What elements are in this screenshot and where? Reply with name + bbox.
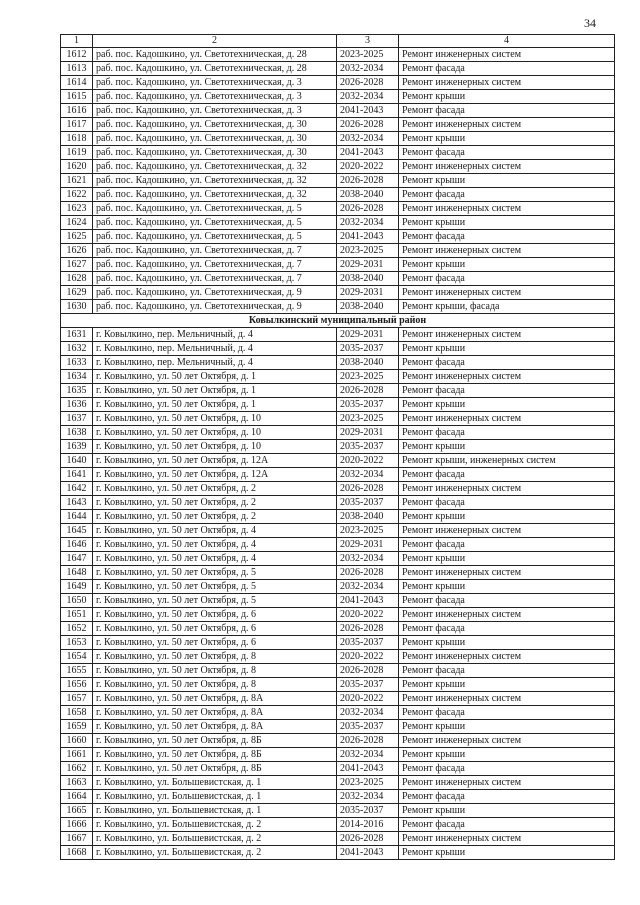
row-work-type: Ремонт фасада bbox=[399, 230, 615, 244]
row-period: 2023-2025 bbox=[337, 244, 399, 258]
row-number: 1617 bbox=[61, 118, 93, 132]
row-number: 1664 bbox=[61, 790, 93, 804]
row-number: 1636 bbox=[61, 398, 93, 412]
row-work-type: Ремонт фасада bbox=[399, 146, 615, 160]
row-period: 2032-2034 bbox=[337, 748, 399, 762]
row-address: г. Ковылкино, ул. 50 лет Октября, д. 8Б bbox=[93, 734, 337, 748]
table-row bbox=[61, 496, 615, 510]
table-row bbox=[61, 580, 615, 594]
row-work-type: Ремонт инженерных систем bbox=[399, 692, 615, 706]
table-row bbox=[61, 776, 615, 790]
row-number: 1627 bbox=[61, 258, 93, 272]
table-row bbox=[61, 678, 615, 692]
row-work-type: Ремонт крыши bbox=[399, 510, 615, 524]
table-row bbox=[61, 300, 615, 314]
row-address: раб. пос. Кадошкино, ул. Светотехническая, д. 32 bbox=[93, 174, 337, 188]
row-period: 2041-2043 bbox=[337, 230, 399, 244]
row-address: г. Ковылкино, ул. 50 лет Октября, д. 10 bbox=[93, 440, 337, 454]
row-period: 2023-2025 bbox=[337, 48, 399, 62]
row-address: г. Ковылкино, ул. 50 лет Октября, д. 1 bbox=[93, 370, 337, 384]
row-period: 2035-2037 bbox=[337, 496, 399, 510]
row-work-type: Ремонт крыши bbox=[399, 90, 615, 104]
table-row bbox=[61, 62, 615, 76]
table-row bbox=[61, 440, 615, 454]
row-address: г. Ковылкино, ул. 50 лет Октября, д. 2 bbox=[93, 482, 337, 496]
row-period: 2032-2034 bbox=[337, 62, 399, 76]
table-row bbox=[61, 622, 615, 636]
row-address: г. Ковылкино, ул. Большевистская, д. 1 bbox=[93, 790, 337, 804]
table-section bbox=[61, 314, 615, 328]
row-address: г. Ковылкино, ул. 50 лет Октября, д. 6 bbox=[93, 636, 337, 650]
row-work-type: Ремонт фасада bbox=[399, 468, 615, 482]
row-period: 2026-2028 bbox=[337, 202, 399, 216]
row-number: 1641 bbox=[61, 468, 93, 482]
row-work-type: Ремонт инженерных систем bbox=[399, 524, 615, 538]
row-work-type: Ремонт крыши bbox=[399, 342, 615, 356]
row-address: г. Ковылкино, ул. 50 лет Октября, д. 8Б bbox=[93, 762, 337, 776]
row-number: 1651 bbox=[61, 608, 93, 622]
row-number: 1665 bbox=[61, 804, 93, 818]
table-row bbox=[61, 566, 615, 580]
row-address: г. Ковылкино, ул. 50 лет Октября, д. 1 bbox=[93, 398, 337, 412]
table-row bbox=[61, 146, 615, 160]
row-number: 1621 bbox=[61, 174, 93, 188]
row-number: 1632 bbox=[61, 342, 93, 356]
table-row bbox=[61, 594, 615, 608]
row-period: 2023-2025 bbox=[337, 776, 399, 790]
row-work-type: Ремонт инженерных систем bbox=[399, 734, 615, 748]
row-work-type: Ремонт инженерных систем bbox=[399, 76, 615, 90]
table-row bbox=[61, 524, 615, 538]
table-row bbox=[61, 454, 615, 468]
row-address: г. Ковылкино, ул. 50 лет Октября, д. 12А bbox=[93, 454, 337, 468]
row-address: г. Ковылкино, ул. 50 лет Октября, д. 4 bbox=[93, 524, 337, 538]
row-address: раб. пос. Кадошкино, ул. Светотехническая, д. 7 bbox=[93, 272, 337, 286]
row-address: г. Ковылкино, ул. 50 лет Октября, д. 5 bbox=[93, 580, 337, 594]
table-row bbox=[61, 216, 615, 230]
row-number: 1615 bbox=[61, 90, 93, 104]
table-row bbox=[61, 188, 615, 202]
row-address: г. Ковылкино, пер. Мельничный, д. 4 bbox=[93, 328, 337, 342]
row-number: 1666 bbox=[61, 818, 93, 832]
table-row bbox=[61, 286, 615, 300]
table-row bbox=[61, 538, 615, 552]
row-work-type: Ремонт инженерных систем bbox=[399, 202, 615, 216]
row-number: 1662 bbox=[61, 762, 93, 776]
row-period: 2026-2028 bbox=[337, 482, 399, 496]
header-col-2: 2 bbox=[93, 35, 337, 48]
row-number: 1643 bbox=[61, 496, 93, 510]
table-row bbox=[61, 804, 615, 818]
row-address: г. Ковылкино, ул. 50 лет Октября, д. 8А bbox=[93, 706, 337, 720]
table-row bbox=[61, 706, 615, 720]
row-number: 1660 bbox=[61, 734, 93, 748]
row-address: раб. пос. Кадошкино, ул. Светотехническая, д. 7 bbox=[93, 244, 337, 258]
table-row bbox=[61, 272, 615, 286]
row-number: 1654 bbox=[61, 650, 93, 664]
row-period: 2035-2037 bbox=[337, 720, 399, 734]
row-number: 1614 bbox=[61, 76, 93, 90]
row-address: раб. пос. Кадошкино, ул. Светотехническая, д. 28 bbox=[93, 62, 337, 76]
row-number: 1616 bbox=[61, 104, 93, 118]
row-period: 2026-2028 bbox=[337, 734, 399, 748]
table-row bbox=[61, 174, 615, 188]
row-work-type: Ремонт фасада bbox=[399, 62, 615, 76]
row-number: 1650 bbox=[61, 594, 93, 608]
row-number: 1634 bbox=[61, 370, 93, 384]
row-number: 1658 bbox=[61, 706, 93, 720]
row-period: 2035-2037 bbox=[337, 678, 399, 692]
row-number: 1623 bbox=[61, 202, 93, 216]
row-work-type: Ремонт фасада bbox=[399, 706, 615, 720]
row-address: раб. пос. Кадошкино, ул. Светотехническая, д. 9 bbox=[93, 286, 337, 300]
row-address: раб. пос. Кадошкино, ул. Светотехническая, д. 3 bbox=[93, 76, 337, 90]
row-address: г. Ковылкино, ул. 50 лет Октября, д. 4 bbox=[93, 552, 337, 566]
row-period: 2020-2022 bbox=[337, 608, 399, 622]
row-number: 1622 bbox=[61, 188, 93, 202]
table-row bbox=[61, 734, 615, 748]
row-period: 2026-2028 bbox=[337, 118, 399, 132]
row-address: раб. пос. Кадошкино, ул. Светотехническая, д. 5 bbox=[93, 230, 337, 244]
row-number: 1659 bbox=[61, 720, 93, 734]
table-row bbox=[61, 608, 615, 622]
table-row bbox=[61, 230, 615, 244]
row-period: 2029-2031 bbox=[337, 328, 399, 342]
header-col-4: 4 bbox=[399, 35, 615, 48]
row-address: раб. пос. Кадошкино, ул. Светотехническая, д. 32 bbox=[93, 188, 337, 202]
row-work-type: Ремонт крыши bbox=[399, 804, 615, 818]
row-work-type: Ремонт фасада bbox=[399, 538, 615, 552]
row-period: 2020-2022 bbox=[337, 454, 399, 468]
row-address: г. Ковылкино, ул. 50 лет Октября, д. 8 bbox=[93, 650, 337, 664]
row-number: 1656 bbox=[61, 678, 93, 692]
row-period: 2020-2022 bbox=[337, 160, 399, 174]
row-work-type: Ремонт крыши bbox=[399, 636, 615, 650]
row-period: 2026-2028 bbox=[337, 664, 399, 678]
row-work-type: Ремонт фасада bbox=[399, 384, 615, 398]
row-period: 2032-2034 bbox=[337, 552, 399, 566]
row-period: 2032-2034 bbox=[337, 468, 399, 482]
row-number: 1649 bbox=[61, 580, 93, 594]
row-number: 1639 bbox=[61, 440, 93, 454]
row-work-type: Ремонт фасада bbox=[399, 496, 615, 510]
row-work-type: Ремонт фасада bbox=[399, 356, 615, 370]
row-address: г. Ковылкино, ул. 50 лет Октября, д. 6 bbox=[93, 608, 337, 622]
row-address: г. Ковылкино, ул. 50 лет Октября, д. 12А bbox=[93, 468, 337, 482]
table-row bbox=[61, 202, 615, 216]
row-period: 2023-2025 bbox=[337, 524, 399, 538]
row-period: 2032-2034 bbox=[337, 580, 399, 594]
table-row bbox=[61, 104, 615, 118]
row-work-type: Ремонт фасада bbox=[399, 790, 615, 804]
row-period: 2038-2040 bbox=[337, 510, 399, 524]
row-period: 2041-2043 bbox=[337, 846, 399, 860]
row-period: 2041-2043 bbox=[337, 104, 399, 118]
row-work-type: Ремонт инженерных систем bbox=[399, 286, 615, 300]
row-address: г. Ковылкино, ул. 50 лет Октября, д. 4 bbox=[93, 538, 337, 552]
table-row bbox=[61, 468, 615, 482]
row-period: 2032-2034 bbox=[337, 790, 399, 804]
row-period: 2026-2028 bbox=[337, 566, 399, 580]
table-row bbox=[61, 636, 615, 650]
row-number: 1652 bbox=[61, 622, 93, 636]
row-number: 1667 bbox=[61, 832, 93, 846]
row-address: г. Ковылкино, ул. 50 лет Октября, д. 5 bbox=[93, 594, 337, 608]
row-address: г. Ковылкино, ул. 50 лет Октября, д. 8 bbox=[93, 678, 337, 692]
row-period: 2035-2037 bbox=[337, 398, 399, 412]
table-row bbox=[61, 650, 615, 664]
row-period: 2038-2040 bbox=[337, 272, 399, 286]
row-work-type: Ремонт инженерных систем bbox=[399, 328, 615, 342]
row-address: г. Ковылкино, ул. Большевистская, д. 2 bbox=[93, 846, 337, 860]
row-number: 1613 bbox=[61, 62, 93, 76]
table-row bbox=[61, 258, 615, 272]
row-number: 1631 bbox=[61, 328, 93, 342]
row-address: г. Ковылкино, ул. Большевистская, д. 1 bbox=[93, 776, 337, 790]
row-period: 2035-2037 bbox=[337, 342, 399, 356]
row-number: 1635 bbox=[61, 384, 93, 398]
row-work-type: Ремонт крыши bbox=[399, 720, 615, 734]
row-number: 1618 bbox=[61, 132, 93, 146]
row-period: 2038-2040 bbox=[337, 356, 399, 370]
row-work-type: Ремонт крыши bbox=[399, 678, 615, 692]
row-number: 1620 bbox=[61, 160, 93, 174]
table-row bbox=[61, 482, 615, 496]
row-number: 1624 bbox=[61, 216, 93, 230]
row-period: 2023-2025 bbox=[337, 412, 399, 426]
row-work-type: Ремонт инженерных систем bbox=[399, 608, 615, 622]
row-work-type: Ремонт инженерных систем bbox=[399, 412, 615, 426]
row-number: 1653 bbox=[61, 636, 93, 650]
row-work-type: Ремонт фасада bbox=[399, 272, 615, 286]
row-period: 2014-2016 bbox=[337, 818, 399, 832]
row-number: 1619 bbox=[61, 146, 93, 160]
table-row bbox=[61, 370, 615, 384]
row-address: г. Ковылкино, ул. Большевистская, д. 2 bbox=[93, 818, 337, 832]
row-address: г. Ковылкино, ул. 50 лет Октября, д. 10 bbox=[93, 412, 337, 426]
row-period: 2032-2034 bbox=[337, 706, 399, 720]
row-work-type: Ремонт фасада bbox=[399, 188, 615, 202]
row-address: г. Ковылкино, ул. 50 лет Октября, д. 5 bbox=[93, 566, 337, 580]
row-work-type: Ремонт фасада bbox=[399, 104, 615, 118]
row-address: раб. пос. Кадошкино, ул. Светотехническая, д. 3 bbox=[93, 90, 337, 104]
row-number: 1612 bbox=[61, 48, 93, 62]
table-row bbox=[61, 762, 615, 776]
table-row bbox=[61, 832, 615, 846]
row-address: г. Ковылкино, ул. Большевистская, д. 2 bbox=[93, 832, 337, 846]
row-period: 2026-2028 bbox=[337, 622, 399, 636]
table-row bbox=[61, 510, 615, 524]
row-work-type: Ремонт крыши bbox=[399, 552, 615, 566]
table-row bbox=[61, 790, 615, 804]
row-work-type: Ремонт крыши bbox=[399, 216, 615, 230]
row-number: 1657 bbox=[61, 692, 93, 706]
table-row bbox=[61, 48, 615, 62]
row-number: 1648 bbox=[61, 566, 93, 580]
table-row bbox=[61, 244, 615, 258]
table-row bbox=[61, 818, 615, 832]
row-period: 2035-2037 bbox=[337, 804, 399, 818]
row-work-type: Ремонт инженерных систем bbox=[399, 118, 615, 132]
row-address: раб. пос. Кадошкино, ул. Светотехническая, д. 28 bbox=[93, 48, 337, 62]
row-number: 1646 bbox=[61, 538, 93, 552]
row-number: 1626 bbox=[61, 244, 93, 258]
row-number: 1630 bbox=[61, 300, 93, 314]
row-period: 2026-2028 bbox=[337, 384, 399, 398]
table-row bbox=[61, 76, 615, 90]
table-row bbox=[61, 846, 615, 860]
table-row bbox=[61, 398, 615, 412]
row-address: г. Ковылкино, ул. 50 лет Октября, д. 10 bbox=[93, 426, 337, 440]
row-period: 2020-2022 bbox=[337, 650, 399, 664]
row-work-type: Ремонт крыши bbox=[399, 132, 615, 146]
row-period: 2032-2034 bbox=[337, 132, 399, 146]
table-row bbox=[61, 356, 615, 370]
row-work-type: Ремонт инженерных систем bbox=[399, 48, 615, 62]
row-number: 1668 bbox=[61, 846, 93, 860]
row-work-type: Ремонт фасада bbox=[399, 762, 615, 776]
row-period: 2032-2034 bbox=[337, 90, 399, 104]
row-address: раб. пос. Кадошкино, ул. Светотехническая, д. 32 bbox=[93, 160, 337, 174]
row-period: 2029-2031 bbox=[337, 258, 399, 272]
table-row bbox=[61, 720, 615, 734]
row-period: 2038-2040 bbox=[337, 188, 399, 202]
row-address: г. Ковылкино, ул. 50 лет Октября, д. 8А bbox=[93, 720, 337, 734]
row-number: 1644 bbox=[61, 510, 93, 524]
row-work-type: Ремонт фасада bbox=[399, 622, 615, 636]
row-period: 2029-2031 bbox=[337, 286, 399, 300]
row-period: 2029-2031 bbox=[337, 426, 399, 440]
row-work-type: Ремонт крыши bbox=[399, 580, 615, 594]
header-col-1: 1 bbox=[61, 35, 93, 48]
page-number: 34 bbox=[584, 16, 596, 30]
table-body-kadoshkino bbox=[61, 48, 615, 314]
row-number: 1638 bbox=[61, 426, 93, 440]
table-row bbox=[61, 160, 615, 174]
row-period: 2032-2034 bbox=[337, 216, 399, 230]
header-col-3: 3 bbox=[337, 35, 399, 48]
section-title: Ковылкинский муниципальный район bbox=[61, 314, 615, 328]
row-number: 1625 bbox=[61, 230, 93, 244]
row-address: раб. пос. Кадошкино, ул. Светотехническая, д. 7 bbox=[93, 258, 337, 272]
row-work-type: Ремонт крыши bbox=[399, 258, 615, 272]
row-period: 2029-2031 bbox=[337, 538, 399, 552]
row-work-type: Ремонт крыши, фасада bbox=[399, 300, 615, 314]
table-row bbox=[61, 426, 615, 440]
row-work-type: Ремонт крыши bbox=[399, 846, 615, 860]
row-number: 1663 bbox=[61, 776, 93, 790]
section-row bbox=[61, 314, 615, 328]
row-address: раб. пос. Кадошкино, ул. Светотехническая, д. 30 bbox=[93, 132, 337, 146]
row-work-type: Ремонт крыши bbox=[399, 440, 615, 454]
row-address: г. Ковылкино, ул. 50 лет Октября, д. 1 bbox=[93, 384, 337, 398]
table-row bbox=[61, 748, 615, 762]
row-number: 1647 bbox=[61, 552, 93, 566]
table-row bbox=[61, 132, 615, 146]
row-work-type: Ремонт фасада bbox=[399, 818, 615, 832]
row-address: г. Ковылкино, пер. Мельничный, д. 4 bbox=[93, 356, 337, 370]
row-period: 2035-2037 bbox=[337, 636, 399, 650]
row-number: 1640 bbox=[61, 454, 93, 468]
row-number: 1637 bbox=[61, 412, 93, 426]
row-address: г. Ковылкино, ул. 50 лет Октября, д. 6 bbox=[93, 622, 337, 636]
row-work-type: Ремонт крыши, инженерных систем bbox=[399, 454, 615, 468]
row-address: г. Ковылкино, ул. 50 лет Октября, д. 8 bbox=[93, 664, 337, 678]
row-period: 2026-2028 bbox=[337, 832, 399, 846]
row-work-type: Ремонт фасада bbox=[399, 426, 615, 440]
table-body-kovylkino bbox=[61, 328, 615, 860]
table-row bbox=[61, 664, 615, 678]
row-number: 1628 bbox=[61, 272, 93, 286]
row-address: раб. пос. Кадошкино, ул. Светотехническая, д. 9 bbox=[93, 300, 337, 314]
row-period: 2041-2043 bbox=[337, 146, 399, 160]
row-work-type: Ремонт инженерных систем bbox=[399, 244, 615, 258]
row-number: 1661 bbox=[61, 748, 93, 762]
row-period: 2023-2025 bbox=[337, 370, 399, 384]
row-address: г. Ковылкино, ул. 50 лет Октября, д. 8Б bbox=[93, 748, 337, 762]
row-number: 1655 bbox=[61, 664, 93, 678]
capital-repair-table bbox=[60, 34, 615, 860]
row-address: г. Ковылкино, ул. 50 лет Октября, д. 8А bbox=[93, 692, 337, 706]
table-row bbox=[61, 342, 615, 356]
row-work-type: Ремонт инженерных систем bbox=[399, 832, 615, 846]
row-work-type: Ремонт инженерных систем bbox=[399, 370, 615, 384]
table-row bbox=[61, 552, 615, 566]
row-address: раб. пос. Кадошкино, ул. Светотехническая, д. 5 bbox=[93, 202, 337, 216]
row-work-type: Ремонт крыши bbox=[399, 174, 615, 188]
row-work-type: Ремонт фасада bbox=[399, 594, 615, 608]
row-period: 2026-2028 bbox=[337, 76, 399, 90]
row-address: г. Ковылкино, ул. 50 лет Октября, д. 2 bbox=[93, 510, 337, 524]
table-header-row bbox=[61, 35, 615, 48]
table-row bbox=[61, 118, 615, 132]
row-address: г. Ковылкино, ул. 50 лет Октября, д. 2 bbox=[93, 496, 337, 510]
row-period: 2020-2022 bbox=[337, 692, 399, 706]
row-work-type: Ремонт крыши bbox=[399, 398, 615, 412]
row-work-type: Ремонт фасада bbox=[399, 664, 615, 678]
row-work-type: Ремонт инженерных систем bbox=[399, 776, 615, 790]
row-number: 1629 bbox=[61, 286, 93, 300]
row-number: 1633 bbox=[61, 356, 93, 370]
row-number: 1645 bbox=[61, 524, 93, 538]
row-address: раб. пос. Кадошкино, ул. Светотехническая, д. 3 bbox=[93, 104, 337, 118]
table-row bbox=[61, 328, 615, 342]
row-work-type: Ремонт крыши bbox=[399, 748, 615, 762]
row-period: 2035-2037 bbox=[337, 440, 399, 454]
table-row bbox=[61, 692, 615, 706]
row-address: г. Ковылкино, ул. Большевистская, д. 1 bbox=[93, 804, 337, 818]
row-period: 2041-2043 bbox=[337, 762, 399, 776]
row-address: раб. пос. Кадошкино, ул. Светотехническая, д. 30 bbox=[93, 118, 337, 132]
table-row bbox=[61, 412, 615, 426]
row-address: раб. пос. Кадошкино, ул. Светотехническая, д. 5 bbox=[93, 216, 337, 230]
row-work-type: Ремонт инженерных систем bbox=[399, 566, 615, 580]
row-period: 2038-2040 bbox=[337, 300, 399, 314]
row-address: раб. пос. Кадошкино, ул. Светотехническая, д. 30 bbox=[93, 146, 337, 160]
row-work-type: Ремонт инженерных систем bbox=[399, 160, 615, 174]
table-row bbox=[61, 90, 615, 104]
row-work-type: Ремонт инженерных систем bbox=[399, 650, 615, 664]
table-row bbox=[61, 384, 615, 398]
row-work-type: Ремонт инженерных систем bbox=[399, 482, 615, 496]
row-period: 2026-2028 bbox=[337, 174, 399, 188]
row-period: 2041-2043 bbox=[337, 594, 399, 608]
row-address: г. Ковылкино, пер. Мельничный, д. 4 bbox=[93, 342, 337, 356]
row-number: 1642 bbox=[61, 482, 93, 496]
